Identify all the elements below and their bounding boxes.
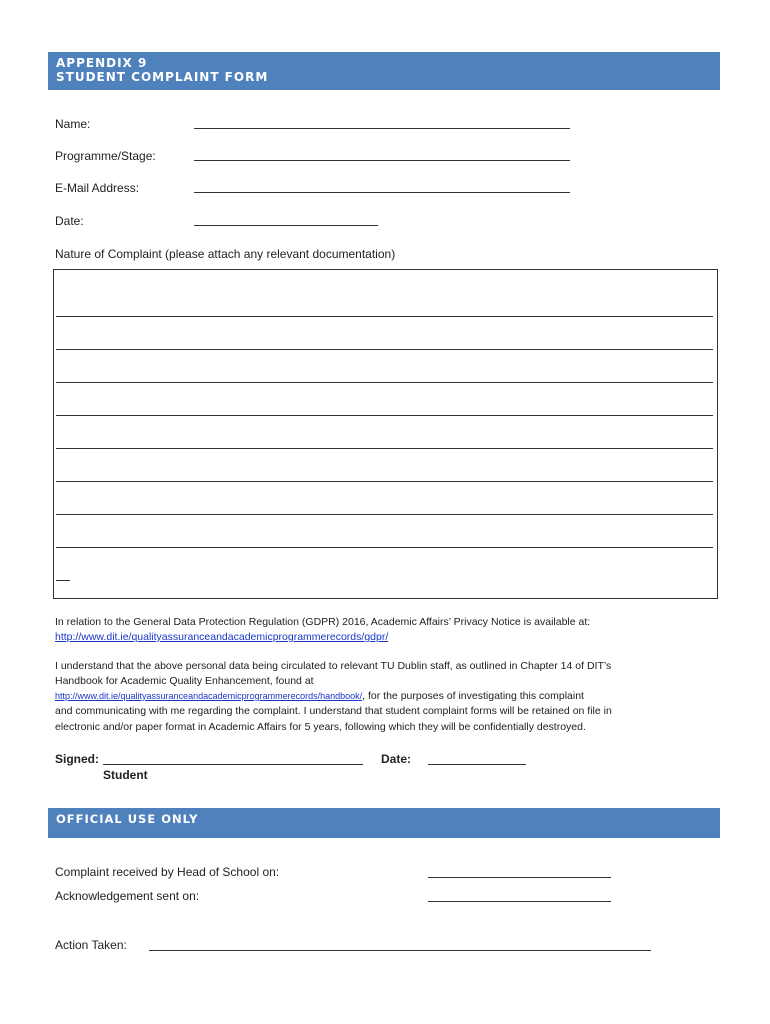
action-taken-field[interactable] (149, 950, 651, 951)
complaint-line (56, 481, 713, 482)
official-use-banner (48, 808, 720, 838)
signature-date-label: Date: (381, 752, 412, 766)
complaint-line (56, 415, 713, 416)
consent-line-5: electronic and/or paper format in Academic Affairs for 5 years, following which they will be confidentially destroyed. (55, 721, 586, 733)
handbook-link[interactable]: http://www.dit.ie/qualityassuranceandacademicprogrammerecords/handbook/ (55, 691, 363, 701)
signature-field[interactable] (103, 764, 363, 765)
email-label: E-Mail Address: (55, 181, 140, 195)
complaint-line (56, 448, 713, 449)
acknowledgement-label: Acknowledgement sent on: (55, 889, 200, 903)
complaint-textarea[interactable] (53, 269, 718, 599)
name-label: Name: (55, 117, 91, 131)
student-caption: Student (103, 768, 148, 782)
appendix-title: APPENDIX 9 (56, 56, 148, 70)
form-header-banner (48, 52, 720, 90)
signature-date-field[interactable] (428, 764, 526, 765)
complaint-line (56, 382, 713, 383)
gdpr-notice: In relation to the General Data Protection Regulation (GDPR) 2016, Academic Affairs’ Privacy Notice is available at: (55, 616, 591, 628)
signed-label: Signed: (55, 752, 99, 766)
programme-label: Programme/Stage: (55, 149, 156, 163)
date-field[interactable] (194, 225, 378, 226)
acknowledgement-date-field[interactable] (428, 901, 611, 902)
official-use-title: OFFICIAL USE ONLY (56, 812, 199, 826)
complaint-line (56, 514, 713, 515)
name-field[interactable] (194, 128, 570, 129)
consent-line-3: , for the purposes of investigating this complaint (362, 690, 584, 702)
programme-field[interactable] (194, 160, 570, 161)
email-field[interactable] (194, 192, 570, 193)
consent-line-1: I understand that the above personal data being circulated to relevant TU Dublin staff, as outlined in Chapter 14 of DIT’s (55, 660, 612, 672)
gdpr-link[interactable]: http://www.dit.ie/qualityassuranceandacademicprogrammerecords/gdpr/ (55, 631, 389, 643)
date-label: Date: (55, 214, 84, 228)
action-taken-label: Action Taken: (55, 938, 127, 952)
complaint-line (56, 580, 70, 581)
complaint-line (56, 316, 713, 317)
consent-line-2: Handbook for Academic Quality Enhancement, found at (55, 675, 314, 687)
received-label: Complaint received by Head of School on: (55, 865, 280, 879)
complaint-line (56, 547, 713, 548)
received-date-field[interactable] (428, 877, 611, 878)
consent-line-4: and communicating with me regarding the complaint. I understand that student complaint forms will be retained on file in (55, 705, 612, 717)
complaint-line (56, 349, 713, 350)
complaint-label: Nature of Complaint (please attach any relevant documentation) (55, 247, 396, 261)
form-title: STUDENT COMPLAINT FORM (56, 70, 269, 84)
